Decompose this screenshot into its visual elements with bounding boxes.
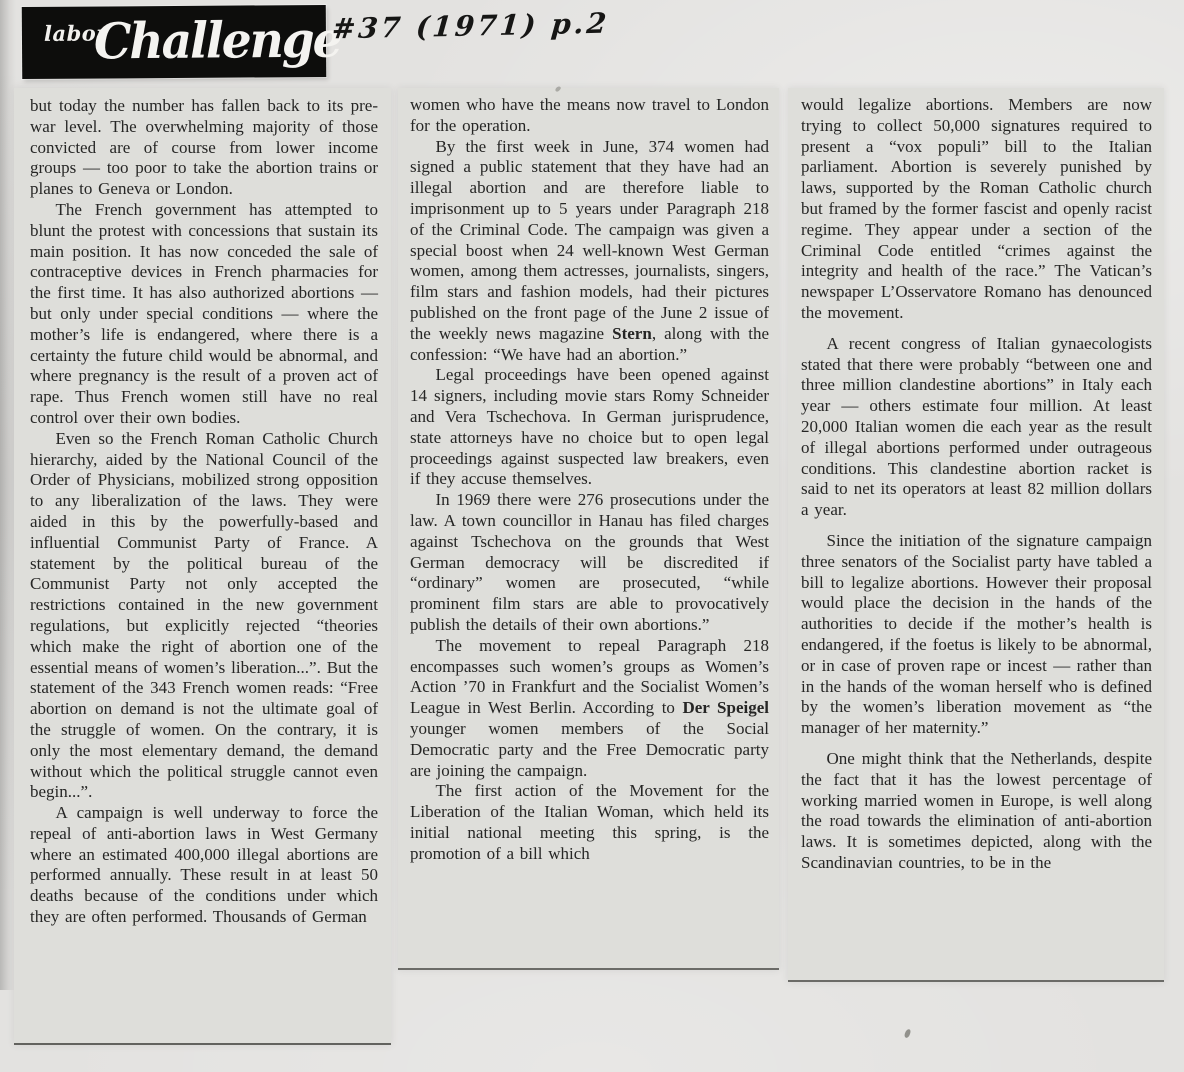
paragraph <box>410 137 769 366</box>
paragraph-text: The movement to repeal Paragraph 218 encompasses such women’s groups as Women’s Action ’70 in Frankfurt and the Socialist Women’s League in West Berlin. According to <box>410 635 769 718</box>
paragraph: A recent congress of Italian gynaecologists stated that there were probably “between one and three million clandestine abortions” in Italy each year — others estimate four million. At least 20,000 Italian women die each year as the result of illegal abortions performed under outrageous conditions. This clandestine abortion racket is said to net its operators at least 82 million dollars a year. <box>801 333 1152 520</box>
paragraph: Even so the French Roman Catholic Church hierarchy, aided by the National Council of the Order of Physicians, mobilized strong opposition to any liberalization of the laws. They were aided in this by the powerfully-based and influential Communist Party of France. A statement by the political bureau of the Communist Party not only accepted the restrictions contained in the new government regulations, but explicitly rejected “theories which make the right of abortion one of the essential means of women’s liberation...”. But the statement of the 343 French women reads: “Free abortion on demand is not the ultimate goal of the struggle of women. On the contrary, it is only the most elementary demand, the demand without which the political struggle cannot even begin...”. <box>30 428 378 802</box>
paragraph: Legal proceedings have been opened against 14 signers, including movie stars Romy Schneider and Vera Tschechova. In German jurisprudence, state attorneys have no choice but to open legal proceedings against suspected law breakers, even if they accuse themselves. <box>410 365 769 489</box>
paragraph: but today the number has fallen back to its pre-war level. The overwhelming majority of those convicted are of course from lower income groups — too poor to take the abortion trains or planes to Geneva or London. <box>30 96 378 199</box>
article-column-1 <box>14 88 391 1045</box>
magazine-name: Der Speigel <box>682 698 769 718</box>
paragraph-text: By the first week in June, 374 women had signed a public statement that they have had an illegal abortion and are therefore liable to imprisonment up to 5 years under Paragraph 218 of the Criminal Code. The campaign was given a special boost when 24 well-known West German women, among them actresses, journalists, singers, film stars and fashion models, had their pictures published on the front page of the June 2 issue of the weekly news magazine <box>410 136 769 343</box>
paragraph: In 1969 there were 276 prosecutions under the law. A town councillor in Hanau has filed charges against Tschechova on the grounds that West German democracy will be discredited if “ordinary” women are prosecuted, “while prominent film stars are able to provocatively publish the details of their own abortions.” <box>410 490 769 634</box>
handwritten-note: #37 (1971) p.2 <box>330 6 611 46</box>
paragraph: The first action of the Movement for the Liberation of the Italian Woman, which held its initial national meeting this spring, is the promotion of a bill which <box>410 781 769 863</box>
magazine-name: Stern <box>612 323 652 343</box>
masthead-logo <box>22 5 341 79</box>
paragraph: One might think that the Netherlands, despite the fact that it has the lowest percentage of working married women in Europe, is well along the road towards the elimination of anti-abortion laws. It is sometimes depicted, along with the Scandinavian countries, to be in the <box>801 748 1152 872</box>
scan-speck <box>904 1028 912 1038</box>
paragraph: Since the initiation of the signature campaign three senators of the Socialist party have tabled a bill to legalize abortions. However their proposal would place the decision in the hands of the authorities to decide if the mother’s health is endangered, if the foetus is likely to be abnormal, or in case of proven rape or incest — rather than in the hands of the woman herself who is defined by the women’s liberation movement as “the manager of her maternity.” <box>801 530 1152 738</box>
paragraph: women who have the means now travel to London for the operation. <box>410 95 769 135</box>
paragraph-text: younger women members of the Social Democratic party and the Free Democratic party are joining the campaign. <box>410 718 769 780</box>
paragraph: would legalize abortions. Members are now trying to collect 50,000 signatures required to present a “vox populi” bill to the Italian parliament. Abortion is severely punished by laws, supported by the Roman Catholic church but framed by the former fascist and openly racist regime. They appear under a section of the Criminal Code entitled “crimes against the integrity and health of the race.” The Vatican’s newspaper L’Osservatore Romano has denounced the movement. <box>801 95 1152 322</box>
masthead-big-word: Challenge <box>93 11 341 71</box>
masthead-small-word: labor <box>43 20 108 46</box>
paragraph: A campaign is well underway to force the repeal of anti-abortion laws in West Germany where an estimated 400,000 illegal abortions are performed annually. These result in at least 50 deaths because of the conditions under which they are often performed. Thousands of German <box>30 803 378 927</box>
article-column-2 <box>398 88 779 970</box>
paragraph <box>410 636 769 782</box>
paragraph: The French government has attempted to blunt the protest with concessions that sustain its main position. It has now conceded the sale of contraceptive devices in French pharmacies for the first time. It has also authorized abortions — but only under special conditions — where the mother’s life is endangered, where there is a certainty the future child would be abnormal, and where pregnancy is the result of a proven act of rape. Thus French women still have no real control over their own bodies. <box>30 199 378 427</box>
article-column-3 <box>788 88 1164 982</box>
paragraph-text: , along with the confession: “We have had an abortion.” <box>410 323 769 364</box>
